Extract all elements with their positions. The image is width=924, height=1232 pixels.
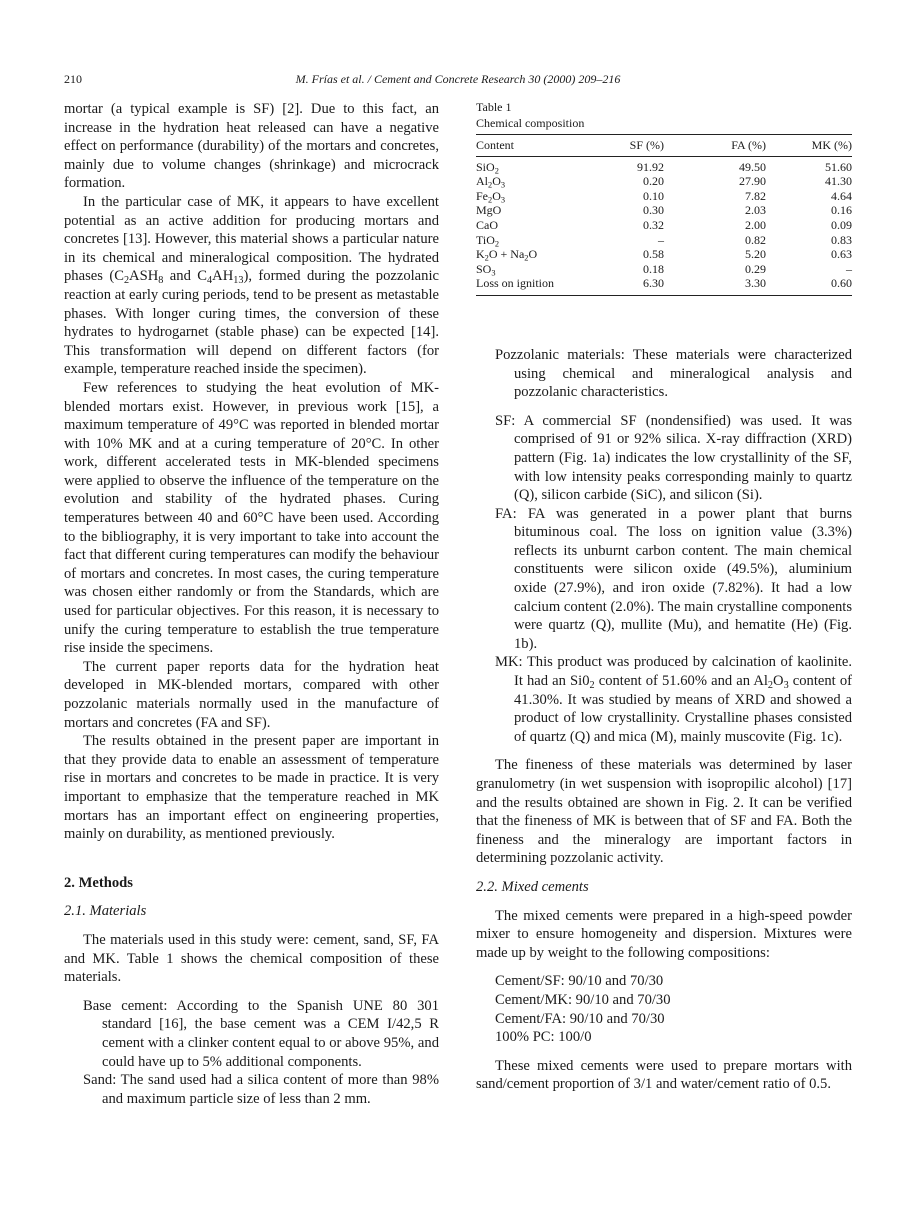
fa-value-cell: 0.82 bbox=[745, 232, 766, 247]
fa-value-cell: 3.30 bbox=[706, 276, 806, 295]
paragraph: The fineness of these materials was determined by laser granulometry (in wet suspension with isopropilic alcohol) [17] and the results obtained are shown in Fig. 2. It can be verified that the fineness of MK is between that of SF and FA. Both the fineness and the mineralogy are important factors in determining pozzolanic activity. bbox=[476, 757, 852, 867]
list-item-mk: MK: This product was produced by calcination of kaolinite. It had an $Si0_2$ content of 51.60% and an $Al_2O_3$ content of 41.30%. It was studied by means of XRD and showed a product of low crystallinity. Crystalline phases consisted of quartz (Q) and mica (M), mainly muscovite (Fig. 1c). bbox=[495, 654, 852, 745]
list-item: Cement/SF: 90/10 and 70/30 bbox=[495, 973, 664, 990]
table-row bbox=[476, 233, 852, 248]
column-header: SF (%) bbox=[604, 135, 706, 157]
sf-value-cell: 0.20 bbox=[643, 174, 664, 189]
table-row bbox=[476, 203, 852, 218]
table-row bbox=[476, 156, 852, 174]
list-item: Cement/FA: 90/10 and 70/30 bbox=[495, 1010, 665, 1027]
fa-value-cell: 2.03 bbox=[745, 203, 766, 218]
subsection-heading: 2.1. Materials bbox=[64, 903, 147, 920]
table-row bbox=[476, 262, 852, 277]
list-item: Cement/MK: 90/10 and 70/30 bbox=[495, 991, 671, 1008]
left-column bbox=[64, 100, 439, 1108]
fa-value-cell: 5.20 bbox=[745, 247, 766, 262]
table-row bbox=[476, 189, 852, 204]
fa-value-cell: 7.82 bbox=[745, 188, 766, 203]
mk-value-cell: 0.60 bbox=[806, 276, 852, 295]
paragraph: The mixed cements were prepared in a high-speed powder mixer to ensure homogeneity and dispersion. Mixtures were made up by weight to the following compositions: bbox=[476, 907, 852, 961]
table-header-row bbox=[476, 135, 852, 157]
running-title: M. Frías et al. / Cement and Concrete Research 30 (2000) 209–216 bbox=[295, 72, 621, 86]
sf-value-cell: 0.58 bbox=[643, 247, 664, 262]
list-item-pozzolanic: Pozzolanic materials: These materials were characterized using chemical and mineralogical analysis and pozzolanic characteristics. bbox=[495, 346, 852, 401]
list-item-base-cement: Base cement: According to the Spanish UNE 80 301 standard [16], the base cement was a CEM I/42,5 R cement with a clinker content equal to or above 95%, and could have up to 5% additional components. bbox=[83, 997, 439, 1070]
content-cell: MgO bbox=[476, 203, 502, 218]
sf-value-cell: 0.32 bbox=[643, 217, 664, 232]
table-caption: Chemical composition bbox=[476, 115, 585, 130]
content-cell: $Al_2O_3$ bbox=[476, 174, 506, 190]
fa-value-cell: 0.29 bbox=[745, 261, 766, 276]
content-cell: TiO$_2$ bbox=[476, 232, 500, 249]
mk-value-cell: 0.16 bbox=[831, 203, 852, 218]
fa-value-cell: 2.00 bbox=[745, 217, 766, 232]
sf-value-cell: 0.18 bbox=[643, 261, 664, 276]
sf-value-cell: 91.92 bbox=[637, 159, 664, 174]
table-label: Table 1 bbox=[476, 100, 512, 114]
table-row bbox=[476, 218, 852, 233]
paragraph: Few references to studying the heat evolution of MK-blended mortars exist. However, in previous work [15], a maximum temperature of 49°C was reported in blended mortar with 10% MK and at a curing temperature of 20°C. In other work, different accelerated tests in MK-blended specimens were applied to observe the influence of the temperature on the evolution and stability of the hydrated phases. Curing temperatures between 40 and 60°C have been used. According to the bibliography, it is very important to take into account the fact that different curing temperatures can modify the behaviour of mortars and concretes. In most cases, the curing temperature was chosen either randomly or from the Standards, which are used for particular objectives. For this reason, it is necessary to unify the curing temperature to establish the true temperature rise inside the specimens. bbox=[64, 379, 439, 657]
sf-value-cell: – bbox=[658, 232, 664, 247]
section-heading: 2. Methods bbox=[64, 874, 133, 891]
content-cell: $Fe_2O_3$ bbox=[476, 188, 506, 205]
mk-value-cell: 41.30 bbox=[825, 174, 852, 189]
paragraph: mortar (a typical example is SF) [2]. Due to this fact, an increase in the hydration heat released can have a negative effect on performance (durability) of the mortars and concretes, mainly due to volume changes (shrinkage) and microcrack formation. bbox=[64, 101, 439, 192]
mk-value-cell: 0.09 bbox=[831, 217, 852, 232]
right-column bbox=[476, 100, 852, 1094]
sf-value-cell: 6.30 bbox=[604, 276, 706, 295]
subsection-heading: 2.2. Mixed cements bbox=[476, 878, 589, 895]
content-cell: SiO$_2$ bbox=[476, 159, 499, 176]
mk-value-cell: 51.60 bbox=[825, 159, 852, 174]
list-item-fa: FA: FA was generated in a power plant that burns bituminous coal. The loss on ignition value (3.3%) reflects its unburnt carbon content. The main chemical constituents were silicon oxide (49.5%), aluminium oxide (27.9%), and iron oxide (7.82%). It had a low calcium content (2.0%). The main crystalline components were quartz (Q), mullite (Mu), and hematite (He) (Fig. 1b). bbox=[495, 505, 852, 652]
table-row bbox=[476, 174, 852, 189]
list-item-sf: SF: A commercial SF (nondensified) was used. It was comprised of 91 or 92% silica. X-ray diffraction (XRD) pattern (Fig. 1a) indicates the low crystallinity of the SF, with low intensity peaks corresponding mainly to quartz (Q), silicon carbide (SiC), and silicon (Si). bbox=[495, 412, 852, 504]
paragraph: In the particular case of MK, it appears to have excellent potential as an active addition for producing mortars and concretes [13]. However, this material shows a particular nature in its chemical and mineralogical composition. The hydrated phases ($C_2ASH_8$ and $C_4AH_{13}$), formed during the pozzolanic reaction at early curing periods, tend to be present as metastable phases. With longer curing times, the conversion of these hydrates to hydrogarnet (stable phase) can be expected [14]. This transformation will depend on different factors (for example, temperature reached inside the specimen). bbox=[64, 193, 439, 378]
paragraph: The current paper reports data for the hydration heat developed in MK-blended mortars, compared with other pozzolanic materials normally used in the manufacture of mortars and concretes (FA and SF). bbox=[64, 658, 439, 731]
list-item: 100% PC: 100/0 bbox=[495, 1029, 592, 1046]
content-cell: CaO bbox=[476, 217, 498, 232]
table-row bbox=[476, 276, 852, 295]
content-cell: $K_2O + Na_2O$ bbox=[476, 247, 538, 263]
column-header: MK (%) bbox=[806, 135, 852, 157]
table-row bbox=[476, 247, 852, 262]
mk-value-cell: 4.64 bbox=[831, 188, 852, 203]
mk-value-cell: 0.63 bbox=[831, 247, 852, 262]
column-header: FA (%) bbox=[706, 135, 806, 157]
page-number: 210 bbox=[64, 72, 82, 86]
pozzolanic-list bbox=[476, 346, 852, 746]
content-cell: $SO_3$ bbox=[476, 261, 496, 278]
sf-value-cell: 0.30 bbox=[643, 203, 664, 218]
content-cell: Loss on ignition bbox=[476, 276, 604, 295]
fa-value-cell: 27.90 bbox=[739, 174, 766, 189]
paragraph: The materials used in this study were: cement, sand, SF, FA and MK. Table 1 shows the chemical composition of these materials. bbox=[64, 931, 439, 986]
material-list bbox=[64, 997, 439, 1109]
fa-value-cell: 49.50 bbox=[739, 159, 766, 174]
sf-value-cell: 0.10 bbox=[643, 188, 664, 203]
paragraph: These mixed cements were used to prepare mortars with sand/cement proportion of 3/1 and water/cement ratio of 0.5. bbox=[476, 1057, 852, 1093]
mk-value-cell: 0.83 bbox=[831, 232, 852, 247]
composition-list bbox=[476, 972, 852, 1046]
list-item-sand: Sand: The sand used had a silica content of more than 98% and maximum particle size of less than 2 mm. bbox=[83, 1072, 439, 1107]
page-header bbox=[64, 72, 852, 88]
paragraph: The results obtained in the present paper are important in that they provide data to enable an assessment of temperature rise in mortars and concretes to be made in practice. It is very important to emphasize that the temperature reached in MK mortars has an important effect on engineering properties, mainly on durability, as mentioned previously. bbox=[64, 733, 439, 843]
column-header: Content bbox=[476, 135, 604, 157]
mk-value-cell: – bbox=[846, 261, 852, 276]
chemical-composition-table bbox=[476, 134, 852, 296]
